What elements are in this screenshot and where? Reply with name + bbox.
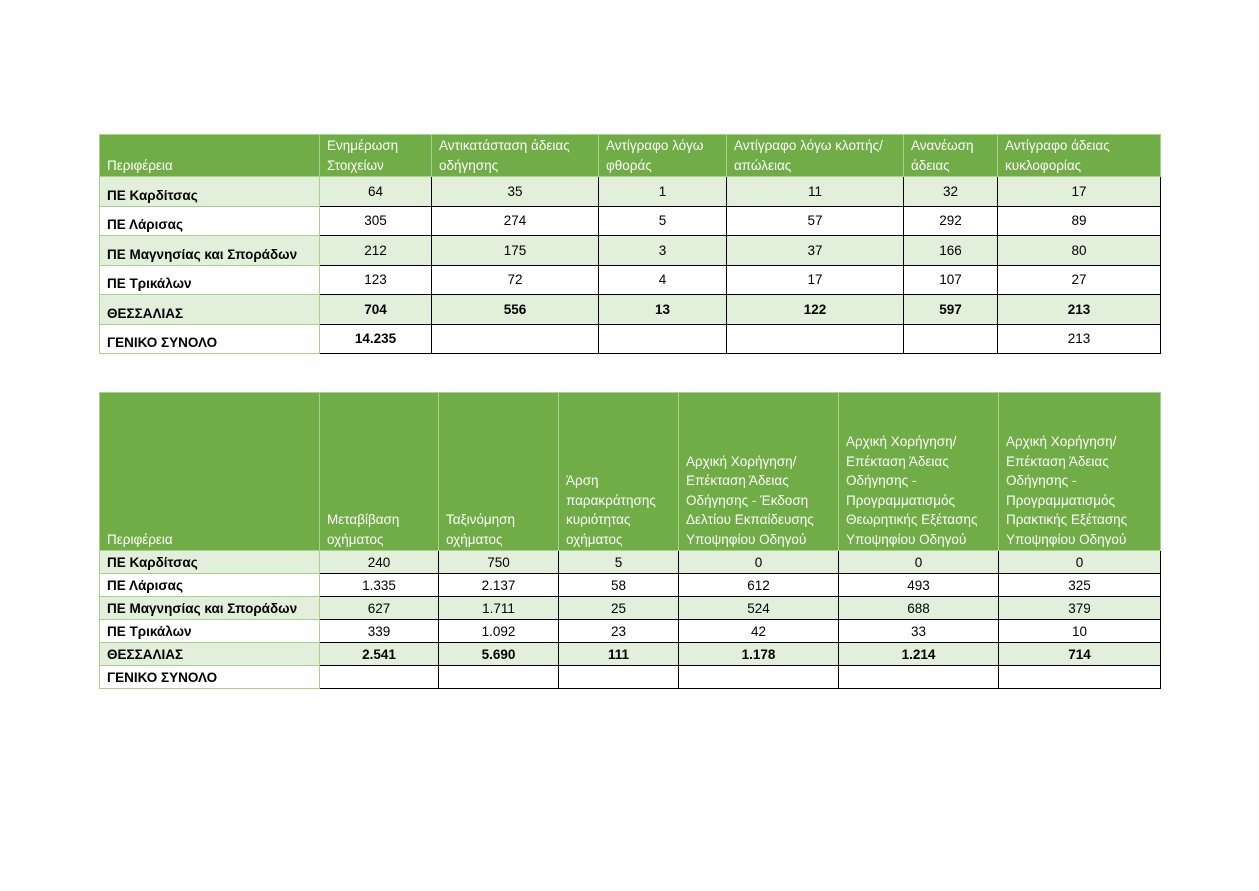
cell [559, 666, 679, 689]
cell: 111 [559, 643, 679, 666]
cell [320, 666, 439, 689]
table-row [100, 597, 1161, 620]
cell: 750 [439, 551, 559, 574]
cell: 1.092 [439, 620, 559, 643]
row-label: ΠΕ Καρδίτσας [100, 177, 320, 207]
cell: 597 [904, 295, 998, 325]
cell: 175 [432, 236, 599, 266]
cell: 292 [904, 206, 998, 236]
table-row-region-total [100, 295, 1161, 325]
table-row [100, 177, 1161, 207]
cell: 0 [839, 551, 999, 574]
cell [904, 324, 998, 354]
cell: 704 [320, 295, 432, 325]
cell: 212 [320, 236, 432, 266]
cell: 325 [999, 574, 1161, 597]
cell: 122 [727, 295, 904, 325]
cell: 714 [999, 643, 1161, 666]
cell: 612 [679, 574, 839, 597]
cell: 556 [432, 295, 599, 325]
header-circulation-copy: Αντίγραφο άδειας κυκλοφορίας [998, 135, 1161, 177]
cell: 688 [839, 597, 999, 620]
cell: 3 [599, 236, 727, 266]
cell: 13 [599, 295, 727, 325]
row-label: ΠΕ Μαγνησίας και Σποράδων [100, 597, 320, 620]
header-theory-exam: Αρχική Χορήγηση/Επέκταση Άδειας Οδήγησης - Προγραμματισμός Θεωρητικής Εξέτασης Υποψηφίου Οδηγού [839, 393, 999, 551]
cell: 1.178 [679, 643, 839, 666]
cell: 305 [320, 206, 432, 236]
header-region: Περιφέρεια [100, 135, 320, 177]
cell: 1 [599, 177, 727, 207]
table-row [100, 620, 1161, 643]
cell [727, 324, 904, 354]
cell: 5 [559, 551, 679, 574]
row-label: ΓΕΝΙΚΟ ΣΥΝΟΛΟ [100, 324, 320, 354]
cell: 33 [839, 620, 999, 643]
header-practical-exam: Αρχική Χορήγηση/Επέκταση Άδειας Οδήγησης - Προγραμματισμός Πρακτικής Εξέτασης Υποψηφίου Οδηγού [999, 393, 1161, 551]
cell [432, 324, 599, 354]
cell: 2.541 [320, 643, 439, 666]
cell [999, 666, 1161, 689]
row-label: ΓΕΝΙΚΟ ΣΥΝΟΛΟ [100, 666, 320, 689]
cell: 166 [904, 236, 998, 266]
cell [839, 666, 999, 689]
cell: 58 [559, 574, 679, 597]
cell: 240 [320, 551, 439, 574]
vehicle-license-table-1 [99, 134, 1161, 354]
row-label: ΠΕ Λάρισας [100, 574, 320, 597]
header-copy-wear: Αντίγραφο λόγω φθοράς [599, 135, 727, 177]
cell: 80 [998, 236, 1161, 266]
header-license-renewal: Ανανέωση άδειας [904, 135, 998, 177]
table-row [100, 206, 1161, 236]
cell: 35 [432, 177, 599, 207]
header-copy-theft-loss: Αντίγραφο λόγω κλοπής/απώλειας [727, 135, 904, 177]
cell: 14.235 [320, 324, 432, 354]
cell: 64 [320, 177, 432, 207]
cell: 32 [904, 177, 998, 207]
cell: 89 [998, 206, 1161, 236]
row-label: ΘΕΣΣΑΛΙΑΣ [100, 643, 320, 666]
cell: 27 [998, 265, 1161, 295]
row-label: ΠΕ Τρικάλων [100, 620, 320, 643]
table-row-grand-total [100, 666, 1161, 689]
cell: 0 [679, 551, 839, 574]
cell: 123 [320, 265, 432, 295]
row-label: ΠΕ Λάρισας [100, 206, 320, 236]
header-license-replacement: Αντικατάσταση άδειας οδήγησης [432, 135, 599, 177]
cell [599, 324, 727, 354]
cell [439, 666, 559, 689]
cell: 10 [999, 620, 1161, 643]
cell: 627 [320, 597, 439, 620]
cell: 5 [599, 206, 727, 236]
cell: 23 [559, 620, 679, 643]
table-row-region-total [100, 643, 1161, 666]
cell: 339 [320, 620, 439, 643]
header-region: Περιφέρεια [100, 393, 320, 551]
cell: 57 [727, 206, 904, 236]
cell: 524 [679, 597, 839, 620]
cell: 2.137 [439, 574, 559, 597]
row-label: ΠΕ Καρδίτσας [100, 551, 320, 574]
table-row [100, 236, 1161, 266]
cell: 493 [839, 574, 999, 597]
header-vehicle-transfer: Μεταβίβαση οχήματος [320, 393, 439, 551]
cell [679, 666, 839, 689]
table-row [100, 265, 1161, 295]
cell: 213 [998, 324, 1161, 354]
cell: 1.711 [439, 597, 559, 620]
cell: 25 [559, 597, 679, 620]
cell: 107 [904, 265, 998, 295]
table-row [100, 551, 1161, 574]
cell: 0 [999, 551, 1161, 574]
header-ownership-release: Άρση παρακράτησης κυριότητας οχήματος [559, 393, 679, 551]
cell: 37 [727, 236, 904, 266]
table-row-grand-total [100, 324, 1161, 354]
table-row [100, 574, 1161, 597]
table-header-row [100, 393, 1161, 551]
cell: 17 [998, 177, 1161, 207]
cell: 213 [998, 295, 1161, 325]
cell: 5.690 [439, 643, 559, 666]
row-label: ΠΕ Μαγνησίας και Σποράδων [100, 236, 320, 266]
header-learner-permit: Αρχική Χορήγηση/Επέκταση Άδειας Οδήγησης - Έκδοση Δελτίου Εκπαίδευσης Υποψηφίου Οδηγού [679, 393, 839, 551]
cell: 1.335 [320, 574, 439, 597]
cell: 4 [599, 265, 727, 295]
cell: 1.214 [839, 643, 999, 666]
row-label: ΠΕ Τρικάλων [100, 265, 320, 295]
cell: 72 [432, 265, 599, 295]
header-vehicle-registration: Ταξινόμηση οχήματος [439, 393, 559, 551]
cell: 274 [432, 206, 599, 236]
row-label: ΘΕΣΣΑΛΙΑΣ [100, 295, 320, 325]
table-header-row [100, 135, 1161, 177]
vehicle-license-table-2 [99, 392, 1161, 689]
header-data-update: Ενημέρωση Στοιχείων [320, 135, 432, 177]
cell: 11 [727, 177, 904, 207]
cell: 379 [999, 597, 1161, 620]
cell: 17 [727, 265, 904, 295]
cell: 42 [679, 620, 839, 643]
